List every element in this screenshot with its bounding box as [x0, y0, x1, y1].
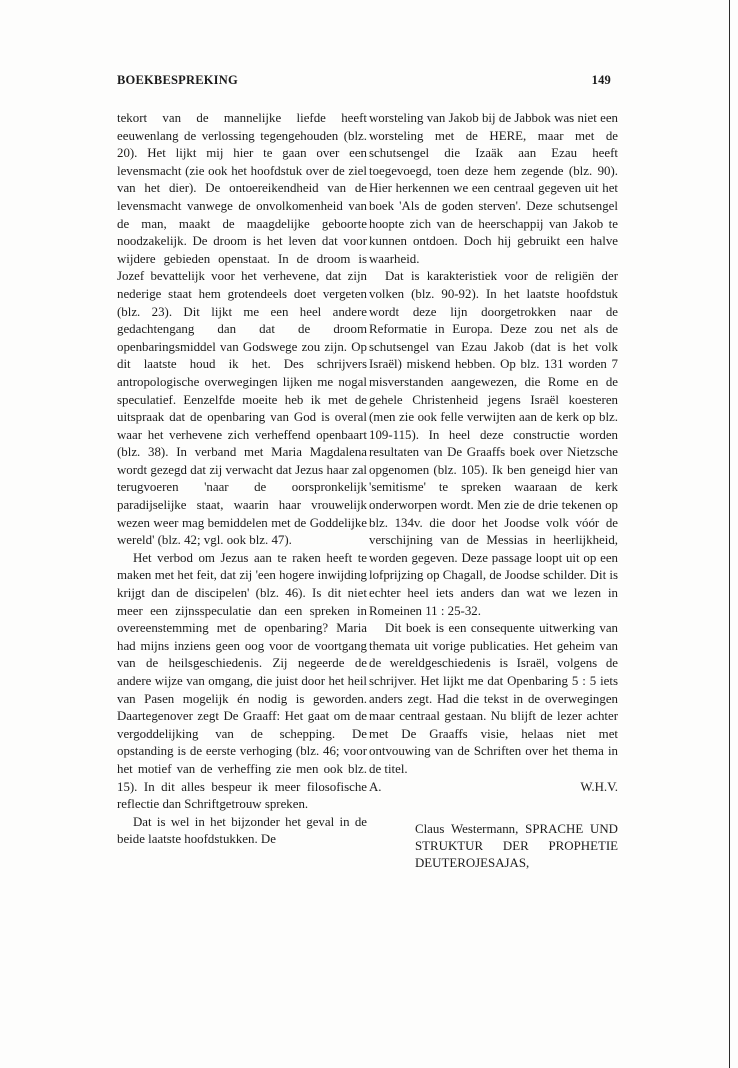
left-paragraph-1: tekort van de mannelijke liefde heeft eeuwenlang de verlossing tegengehouden (blz. 20). Het lijkt mij hier te gaan over een levensmacht (zie ook het hoofdstuk over de ziel van het dier). De ontoereikendheid van de levensmacht vanwege de onvolkomenheid van de man, maakt de maagdelijke geboorte noodzakelijk. De droom is het leven dat voor wijdere gebieden openstaat. In de droom is Jozef bevattelijk voor het verhevene, dat zijn nederige staat hem grotendeels doet vergeten (blz. 23). Dit lijkt me een heel andere gedachtengang dan dat de droom openbaringsmiddel van Godswege zou zijn. Op dit laatste houd ik het. Des schrijvers antropologische overwegingen lijken me nogal speculatief. Eenzelfde moeite heb ik met de uitspraak dat de openbaring van God is overal waar het verhevene zich verheffend openbaart (blz. 38). In verband met Maria Magdalena wordt gezegd dat zij verwacht dat Jezus haar zal terugvoeren 'naar de oorspronkelijk paradijselijke staat, waarin haar vrouwelijk wezen weer mag bemiddelen met de Goddelijke wereld' (blz. 42; vgl. ook blz. 47). — [117, 111, 367, 548]
signature-initial: A. — [369, 779, 382, 794]
running-header — [117, 73, 611, 91]
right-paragraph-3: Dit boek is een consequente uitwerking van themata uit vorige publicaties. Het geheim van de wereldgeschiedenis is Israël, volgens de schrijver. Het lijkt me dat Openbaring 5 : 5 iets anders zegt. Had die tekst in de overwegingen maar centraal gestaan. Nu blijft de lezer achter met De Graaffs visie, helaas niet met ontvouwing van de Schriften over het thema in de titel. — [369, 621, 618, 776]
left-paragraph-3: Dat is wel in het bijzonder het geval in de beide laatste hoofdstukken. De — [117, 814, 367, 847]
next-review-heading: Claus Westermann, SPRACHE UND STRUKTUR DER PROPHETIE DEUTEROJESAJAS, — [415, 822, 618, 871]
signature-row — [369, 779, 618, 797]
reviewer-initials: W.H.V. — [580, 779, 618, 794]
left-paragraph-2: Het verbod om Jezus aan te raken heeft te maken met het feit, dat zij 'een hogere inwijding krijgt dan de discipelen' (blz. 46). Is dit niet meer een zijnsspeculatie dan een spreken in overeenstemming met de openbaring? Maria had mijns inziens geen oog voor de voortgang van de heilsgeschiedenis. Zij negeerde de andere wijze van omgang, die juist door het heil van Pasen mogelijk én nodig is geworden. Daartegenover zegt De Graaff: Het gaat om de vergoddelijking van de schepping. De opstanding is de eerste verhoging (blz. 46; voor het motief van de verheffing zie men ook blz. 15). In dit alles bespeur ik meer filosofische reflectie dan Schriftgetrouw spreken. — [117, 550, 367, 812]
right-paragraph-1: worsteling van Jakob bij de Jabbok was niet een worsteling met de HERE, maar met de schutsengel die Izaäk aan Ezau heeft toegevoegd, toen deze hem zegende (blz. 90). Hier herkennen we een centraal gegeven uit het boek 'Als de goden sterven'. Deze schutsengel hoopte zich van de heerschappij van Jakob te kunnen ontdoen. Doch hij gebruikt een halve waarheid. — [369, 111, 618, 266]
running-title: BOEKBESPREKING — [117, 73, 238, 87]
left-column — [117, 110, 367, 849]
right-column — [369, 110, 618, 872]
page-number: 149 — [591, 73, 611, 87]
right-paragraph-2: Dat is karakteristiek voor de religiën der volken (blz. 90-92). In het laatste hoofdstuk wordt deze lijn doorgetrokken naar de Reformatie in Europa. Deze zou net als de schutsengel van Ezau Jakob (dat is het volk Israël) miskend hebben. Op blz. 131 worden 7 misverstanden aangewezen, die Rome en de gehele Christenheid jegens Israël koesteren (men zie ook felle verwijten aan de kerk op blz. 109-115). In heel deze constructie worden resultaten van De Graaffs boek over Nietzsche opgenomen (blz. 105). Ik ben geneigd hier van 'semitisme' te spreken waaraan de kerk onderworpen wordt. Men zie de drie tekenen op blz. 134v. die door het Joodse volk vóór de verschijning van de Messias in heerlijkheid, worden gegeven. Deze passage loopt uit op een lofprijzing op Chagall, de Joodse schilder. Dit is echter heel iets anders dan wat we lezen in Romeinen 11 : 25-32. — [369, 269, 618, 618]
page-edge-line — [729, 0, 730, 1068]
